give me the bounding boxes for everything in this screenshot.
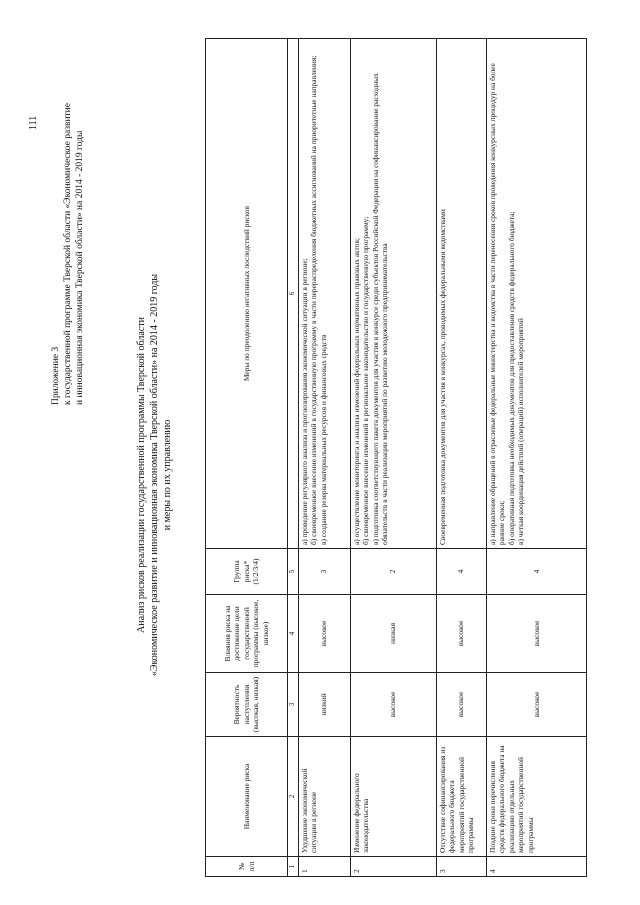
- header-num: № п/п: [206, 857, 288, 877]
- risk-group: 3: [298, 549, 350, 595]
- row-num: 3: [436, 857, 486, 877]
- title-line-2: «Экономическое развитие и инновационная экономика Тверской области» на 2014 - 2019 годы: [149, 273, 160, 677]
- risk-measures: [350, 39, 436, 549]
- title-line-1: Анализ рисков реализации государственной программы Тверской области: [136, 317, 147, 633]
- risk-probability: высокое: [350, 673, 436, 737]
- measure-item: а) осуществление мониторинга и анализа изменений федеральных нормативных правовых актов;: [351, 238, 361, 545]
- page-number: 111: [28, 115, 39, 130]
- column-number: 6: [288, 39, 299, 549]
- measure-item: а) проведение регулярного анализа и прогнозирования экономической ситуации в регионе;: [299, 258, 309, 545]
- measure-item: в) создание резерва материальных ресурсов и финансовых средств: [318, 334, 328, 545]
- table-row: [436, 39, 486, 877]
- header-measures: Меры по преодолению негативных последствий рисков: [206, 39, 288, 549]
- title-line-3: и меры по их управлению: [162, 419, 173, 531]
- column-number: 5: [288, 549, 299, 595]
- header-probability: Вероятность наступления (высокая, низкая): [206, 673, 288, 737]
- appendix-line-1: Приложение 3: [51, 346, 61, 405]
- document-title: [135, 145, 174, 805]
- risk-name: Отсутствие софинансирования из федерального бюджета мероприятий государственной программы: [436, 737, 486, 857]
- risk-group: 4: [486, 549, 587, 595]
- risk-group: 4: [436, 549, 486, 595]
- column-number: 1: [288, 857, 299, 877]
- measure-item: Своевременная подготовка документов для участия в конкурсах, проводимых федеральными ведомствами: [437, 209, 447, 545]
- table-row: [298, 39, 350, 877]
- risk-probability: низкий: [298, 673, 350, 737]
- appendix-line-2: к государственной программе Тверской области «Экономическое развитие: [63, 103, 73, 405]
- column-number: 2: [288, 737, 299, 857]
- measure-item: в) подготовка соответствующего пакета документов для участия в конкурсе среди субъектов Российской Федерации на софинансирование расходных обязательств в части реализации мероприятий по развитию молодежного предпринимательства: [370, 73, 389, 545]
- risk-probability: высокое: [436, 673, 486, 737]
- column-number: 3: [288, 673, 299, 737]
- table-header-row: [206, 39, 288, 877]
- appendix-line-3: и инновационная экономика Тверской области» на 2014 - 2019 годы: [75, 130, 85, 405]
- appendix-caption: [50, 45, 86, 405]
- row-num: 4: [486, 857, 587, 877]
- risk-impact: высокое: [298, 595, 350, 673]
- risk-impact: высокое: [436, 595, 486, 673]
- table-row: [486, 39, 587, 877]
- measure-item: б) оперативная подготовка необходимых документов для предоставления средств федерального бюджета;: [506, 211, 516, 545]
- table-row: [350, 39, 436, 877]
- measure-item: в) четкая координация действий (операций) исполнителей мероприятий: [516, 318, 525, 545]
- risk-name: Поздние сроки перечисления средств федерального бюджета на реализацию отдельных мероприятий государственной программы: [486, 737, 587, 857]
- risk-table: [205, 38, 587, 877]
- risk-measures: [486, 39, 587, 549]
- risk-group: 2: [350, 549, 436, 595]
- measure-item: б) своевременное внесение изменений в региональное законодательство и государственную программу;: [361, 216, 370, 545]
- row-num: 1: [298, 857, 350, 877]
- risk-name: Изменение федерального законодательства: [350, 737, 436, 857]
- risk-impact: низкая: [350, 595, 436, 673]
- column-number-row: [288, 39, 299, 877]
- measure-item: б) своевременное внесение изменений в государственную программу в части перераспределения бюджетных ассигнований на приоритетные направления;: [309, 55, 318, 545]
- header-group: Группа риска* (1/2/3/4): [206, 549, 288, 595]
- risk-name: Ухудшение экономической ситуации в регионе: [298, 737, 350, 857]
- risk-impact: высокое: [486, 595, 587, 673]
- risk-measures: [298, 39, 350, 549]
- header-name: Наименование риска: [206, 737, 288, 857]
- risk-measures: [436, 39, 486, 549]
- measure-item: а) направление обращений в отраслевые федеральные министерства и ведомства в части перенесения сроков проведения конкурсных процедур на более ранние сроки;: [487, 63, 506, 545]
- row-num: 2: [350, 857, 436, 877]
- risk-probability: высокое: [486, 673, 587, 737]
- column-number: 4: [288, 595, 299, 673]
- header-impact: Влияния риска на достижение цели государственной программы (высокое, низкое): [206, 595, 288, 673]
